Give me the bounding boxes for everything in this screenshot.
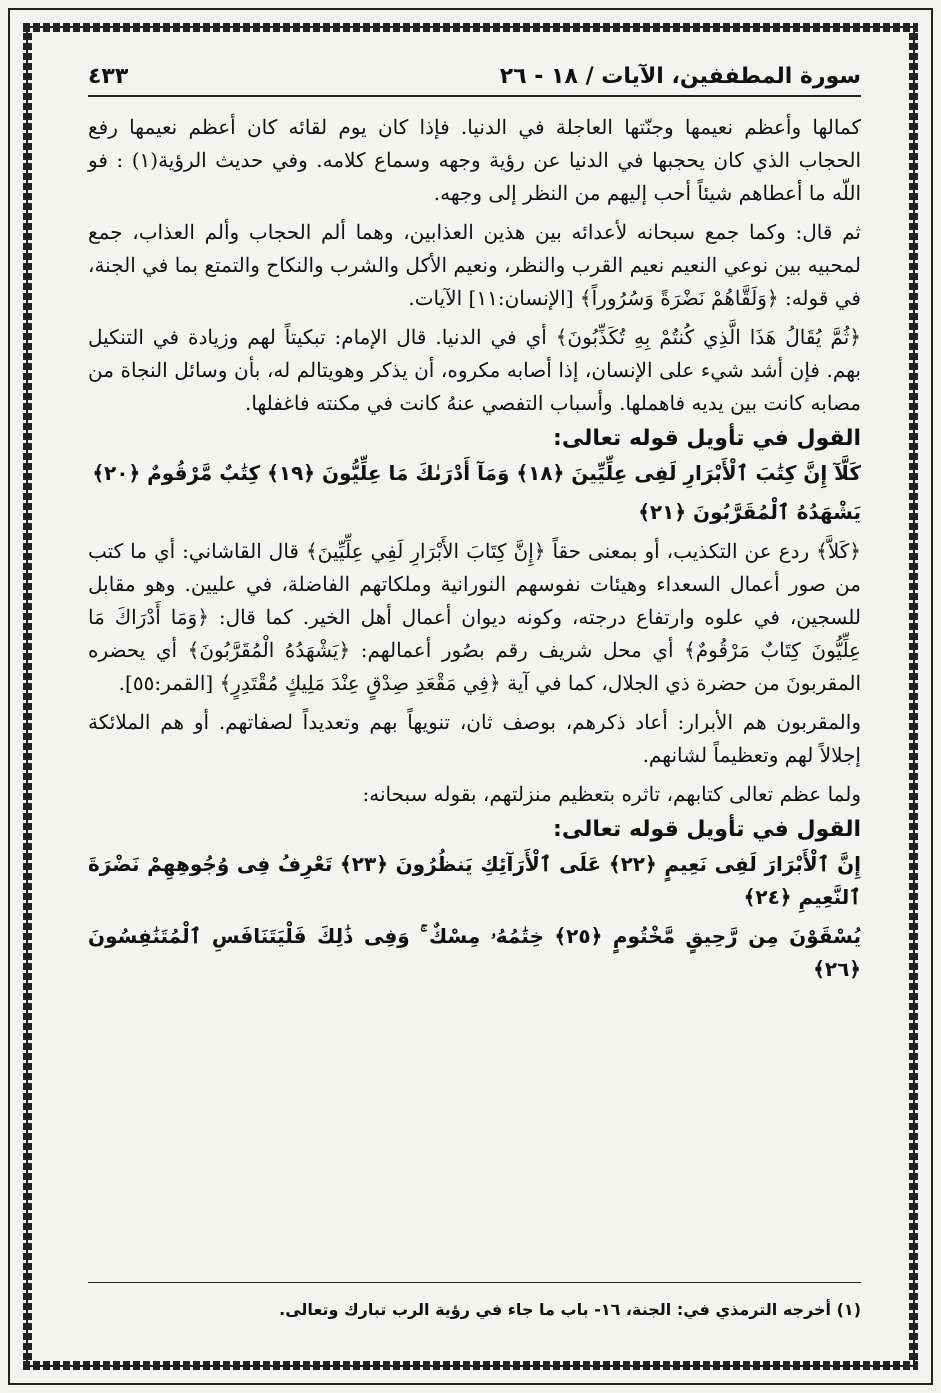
paragraph: ﴿ثُمَّ يُقَالُ هَذَا الَّذِي كُنتُمْ بِهِ تُكَذِّبُونَ﴾ أي في الدنيا. قال الإمام: تبكيتاً لهم وزيادة في التنكيل بهم. فإن أشد شيء على الإنسان، إذا أصابه مكروه، أن يذكر وهويتالم له، بأن وسائل النجاة من مصابه كانت بين يديه فاهملها. وأسباب التفصي عنهُ كانت في مكنته فاغفلها. <box>88 325 861 415</box>
running-title: سورة المطففين، الآيات / ١٨ - ٢٦ <box>499 64 861 89</box>
paragraph: ولما عظم تعالى كتابهم، تاثره بتعظيم منزلتهم، بقوله سبحانه: <box>362 782 861 806</box>
paragraph: كمالها وأعظم نعيمها وجنّتها العاجلة في الدنيا. فإذا كان يوم لقائه كان أعظم نعيمها رفع الحجاب الذي كان يحجبها في الدنيا عن رؤية وجهه وسماع كلامه. وفي حديث الرؤية(١) : فو اللّه ما أعطاهم شيئاً أحب إليهم من النظر إلى وجهه. <box>88 115 862 205</box>
paragraph: ثم قال: وكما جمع سبحانه لأعدائه بين هذين العذابين، وهما ألم الحجاب وألم العذاب، جمع لمحبيه بين نوعي النعيم نعيم القرب والنظر، ونعيم الأكل والشرب والنكاح والتمتع بما في الجنة، في قوله: ﴿وَلَقَّاهُمْ نَضْرَةً وَسُرُوراً﴾ [الإنسان:١١] الآيات. <box>88 220 861 310</box>
quran-verse-line: إِنَّ ٱلْأَبْرَارَ لَفِى نَعِيمٍ ﴿٢٢﴾ عَلَى ٱلْأَرَآئِكِ يَنظُرُونَ ﴿٢٣﴾ تَعْرِفُ فِى وُجُوهِهِمْ نَضْرَةَ ٱلنَّعِيمِ ﴿٢٤﴾ <box>88 852 861 909</box>
quran-verse-line: يُسْقَوْنَ مِن رَّحِيقٍ مَّخْتُومٍ ﴿٢٥﴾ خِتَٰمُهُۥ مِسْكٌ ۚ وَفِى ذَٰلِكَ فَلْيَتَنَافَسِ ٱلْمُتَنَٰفِسُونَ ﴿٢٦﴾ <box>88 924 862 981</box>
footnote-divider <box>88 1282 861 1283</box>
footnote: (١) أخرجه الترمذي في: الجنة، ١٦- باب ما جاء في رؤية الرب تبارك وتعالى. <box>279 1300 861 1319</box>
paragraph: ﴿كَلاَّ﴾ ردع عن التكذيب، أو بمعنى حقاً ﴿إِنَّ كِتَابَ الأَبْرَارِ لَفِي عِلِّيِّينَ﴾ قال القاشاني: أي ما كتب من صور أعمال السعداء وهيئات نفوسهم النورانية وملكاتهم الفاضلة، في عليين. وهو مقابل للسجين، في علوه وارتفاع درجته، وكونه ديوان أعمال أهل الخير. كما قال: ﴿وَمَا أَدْرَاكَ مَا عِلِّيُّونَ كِتَابٌ مَرْقُومٌ﴾ أي محل شريف رقم بصُور أعمالهم: ﴿يَشْهَدُهُ الْمُقَرَّبُونَ﴾ أي يحضره المقربونَ من حضرة ذي الجلال، كما في آية ﴿فِي مَقْعَدِ صِدْقٍ عِنْدَ مَلِيكٍ مُقْتَدِرٍ﴾ [القمر:٥٥]. <box>88 539 861 695</box>
quran-verse-line: يَشْهَدُهُ ٱلْمُقَرَّبُونَ ﴿٢١﴾ <box>638 500 861 524</box>
running-header <box>88 64 861 97</box>
paragraph: والمقربون هم الأبرار: أعاد ذكرهم، بوصف ثان، تنويهاً بهم وتعديداً لصفاتهم. أو هم الملائكة إجلالاً لهم وتعظيماً لشانهم. <box>88 710 861 767</box>
section-heading: القول في تأويل قوله تعالى: <box>553 817 861 842</box>
page-number: ٤٣٣ <box>88 64 129 89</box>
page-content <box>88 64 861 1333</box>
body-text <box>88 111 861 986</box>
quran-verse-line: كَلَّآ إِنَّ كِتَٰبَ ٱلْأَبْرَارِ لَفِى عِلِّيِّينَ ﴿١٨﴾ وَمَآ أَدْرَىٰكَ مَا عِلِّيُّونَ ﴿١٩﴾ كِتَٰبٌ مَّرْقُومٌ ﴿٢٠﴾ <box>92 461 861 485</box>
section-heading: القول في تأويل قوله تعالى: <box>553 426 861 451</box>
